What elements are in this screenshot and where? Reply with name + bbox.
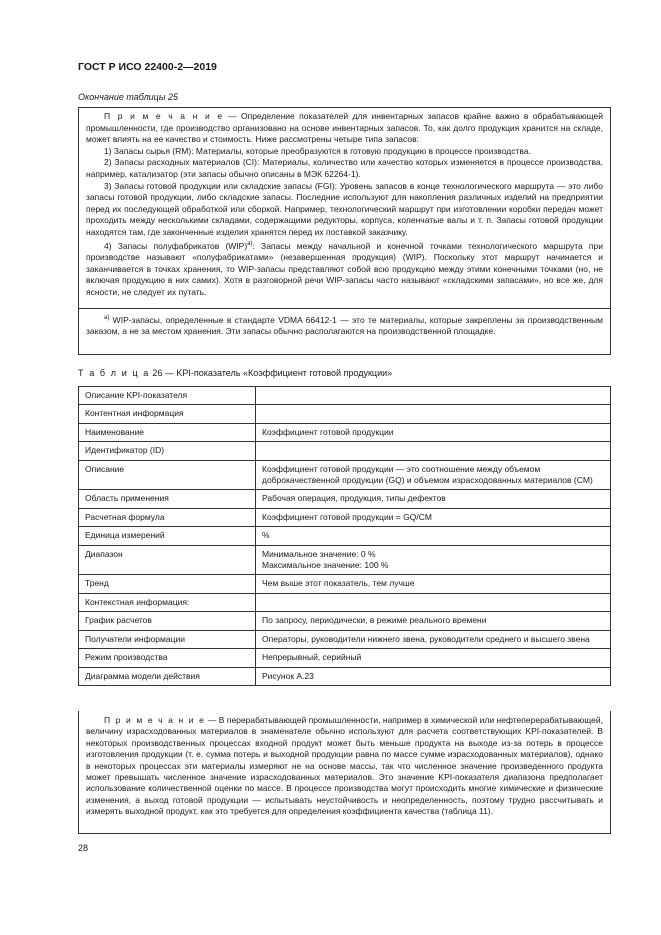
row-value-cell [256,593,611,611]
table-row [79,527,611,545]
row-label-cell: Наименование [79,423,256,441]
row-value-cell: % [256,527,611,545]
table-row [79,593,611,611]
table-row [79,630,611,648]
row-label-cell: Диапазон [79,545,256,575]
row-label-cell: Тренд [79,575,256,593]
table-row [79,490,611,508]
row-value-cell [256,387,611,405]
note-2-text: — В перерабатывающей промышленности, например в химической или нефтеперерабатывающей, величину израсходованных материалов в знаменателе обычно используют для расчета соответствующих KPI-показателей. В некоторых производственных процессах входной продукт может быть меньше продукта на выходе из-за потерь в процессе изготовления продукции (т. е. сумма потерь и выходной продукции равна по массе сумме израсходованных материалов), однако в некоторых процессах эти материалы измеряют не на основе массы, так что численное значение произведенного продукта может превышать численное значение израсходованных материалов. Это значение KPI-показателя диапазона предполагает использование количественной оценки по массе. В процессе производства могут происходить многие химические и физические изменения, а выход готовой продукции — испытывать неустойчивость и неопределенность, поэтому трудно рассчитывать и измерять выходной продукт, как это требуется для определения коэффициента качества (таблица 11). [86,715,604,817]
table-caption [78,368,392,378]
table-caption-label: Т а б л и ц а [78,368,150,378]
table-row [79,545,611,575]
table-26-note [78,711,611,834]
row-label-cell: Контекстная информация: [79,593,256,611]
row-value-cell: Коэффициент готовой продукции = GQ/CM [256,508,611,526]
page-number: 28 [78,843,89,853]
row-value-cell [256,442,611,460]
table-row [79,575,611,593]
row-label-cell: Описание KPI-показателя [79,387,256,405]
note-label: П р и м е ч а н и е [104,111,224,121]
note-intro: — Определение показателей для инвентарных запасов крайне важно в обрабатывающей промышленности, где производство организовано на основе инвентарных запасов. То, как долго продукция хранится на складе, может влиять на ее качество и стоимость. Ниже рассмотрены четыре типа запасов: [86,111,603,145]
row-label-cell: Диаграмма модели действия [79,667,256,685]
table-row [79,387,611,405]
row-label-cell: Область применения [79,490,256,508]
footnote-text [86,313,603,338]
row-value-cell: Рисунок А.23 [256,667,611,685]
row-label-cell: Описание [79,460,256,490]
row-label-cell: График расчетов [79,612,256,630]
row-label-cell: Расчетная формула [79,508,256,526]
table-row [79,508,611,526]
note-2-paragraph [86,715,603,818]
row-label-cell: Контентная информация [79,405,256,423]
row-value-cell: Рабочая операция, продукция, типы дефектов [256,490,611,508]
table-25-note-box [78,107,611,355]
row-value-cell [256,405,611,423]
note-item-1: 1) Запасы сырья (RM): Материалы, которые преобразуются в готовую продукцию в процессе производства. [104,145,531,156]
footnote-body: WIP-запасы, определенные в стандарте VDMA 66412-1 — это те материалы, которые закреплены за производственным заказом, а не за местом хранения. Эти запасы обычно располагаются на производственной площадке. [86,314,603,337]
note-paragraph [86,111,603,146]
row-label-cell: Получатели информации [79,630,256,648]
row-value-cell: Коэффициент готовой продукции — это соотношение между объемом доброкачественной продукции (GQ) и объемом израсходованных материалов (CM) [256,460,611,490]
table-row [79,442,611,460]
standard-header: ГОСТ Р ИСО 22400-2—2019 [78,61,217,73]
table-row [79,667,611,685]
table-row [79,649,611,667]
table-row [79,405,611,423]
row-label-cell: Идентификатор (ID) [79,442,256,460]
table-row [79,423,611,441]
footnote-ref: a) [247,240,253,247]
note-2-label: П р и м е ч а н и е [104,715,206,725]
note-item-4-start: 4) Запасы полуфабрикатов (WIP) [104,240,248,251]
note-item-4-rest: : Запасы между начальной и конечной точками технологического маршрута при производстве называют «полуфабрикатами» (незавершенная продукция) (WIP). Поскольку этот маршрут начинается и заканчивается в точках хранения, то WIP-запасы представляют собой всю продукцию между этими конечными точками (но, не включая продукцию в них самих). Хотя в разговорной речи WIP-запасы часто называют «складскими запасами», но все же, для ясности, не следует их путать. [86,240,603,297]
row-value-cell: Чем выше этот показатель, тем лучше [256,575,611,593]
kpi-table [78,386,611,686]
table-row [79,612,611,630]
footnote-cell [79,308,610,354]
row-label-cell: Единица измерений [79,527,256,545]
table-caption-text: 26 — KPI-показатель «Коэффициент готовой продукции» [149,368,393,378]
footnote-marker: a) [104,315,110,321]
row-label-cell: Режим производства [79,649,256,667]
note-item-4 [86,239,603,299]
row-value-cell: Коэффициент готовой продукции [256,423,611,441]
row-value-cell: Непрерывный, серийный [256,649,611,667]
row-value-cell: По запросу, периодически, в режиме реального времени [256,612,611,630]
note-item-2: 2) Запасы расходных материалов (CI): Материалы, количество или качество которых изменяется в процессе производства, например, катализатор (эти запасы обычно описаны в МЭК 62264-1). [86,157,603,179]
row-value-cell: Минимальное значение: 0 % Максимальное значение: 100 % [256,545,611,575]
table-row [79,460,611,490]
note-item-3: 3) Запасы готовой продукции или складские запасы (FGI): Уровень запасов в конце технологического маршрута — это либо запасы готовой продукции, либо складские запасы. Последние используют для накопления различных изделий на предприятии перед их последующей обработкой или сборкой. Например, технологический маршрут при изготовлении коробки передач может проходить между несколькими складами, содержащими редукторы, корпуса, коленчатые валы и т. п. Запасы готовой продукции находятся там, где законченные изделия хранятся перед их поставкой заказчику. [86,180,603,237]
table-continuation-label: Окончание таблицы 25 [78,92,178,102]
row-value-cell: Операторы, руководители нижнего звена, руководители среднего и высшего звена [256,630,611,648]
